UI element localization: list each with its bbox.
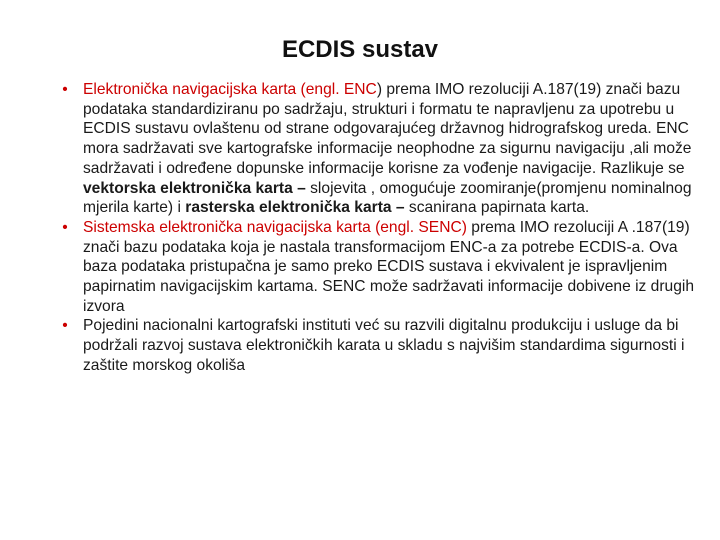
enc-text-b: slojevita , omogućuje zoomiranje(promjenu nominalnog mjerila karte) i (83, 179, 692, 217)
senc-text: prema IMO rezoluciji A .187(19) znači bazu podataka koja je nastala transformacijom ENC-a za potrebe ECDIS-a. Ova baza podataka pristupačna je samo preko ECDIS sustava i ekvivalent je ispravljenim papirnatim navigacijskim kartama. SENC može sadržavati informacije dobivene iz drugih izvora (83, 218, 695, 315)
bullet-icon: • (62, 317, 68, 335)
bullet-list (58, 80, 698, 376)
institutes-text: Pojedini nacionalni kartografski instituti već su razvili digitalnu produkciju i usluge da bi podržali razvoj sustava elektroničkih karata u skladu s najvišim standardima sigurnosti i zaštite morskog okoliša (83, 317, 685, 374)
bullet-icon: • (62, 81, 68, 98)
bullet-item-senc (58, 218, 698, 317)
senc-term: Sistemska elektronička navigacijska karta (engl. SENC) (83, 218, 467, 236)
slide-title: ECDIS sustav (281, 36, 439, 63)
bullet-icon: • (62, 218, 68, 236)
enc-text-a: prema IMO rezoluciji A.187(19) znači bazu podataka standardiziranu po sadržaju, strukturi i formatu te napravljenu za upotrebu u ECDIS sustavu ovlaštenu od strane odgovarajućeg državnog hidrografskog ureda. ENC mora sadržavati sve kartografske informacije neophodne za sigurnu navigaciju ,ali može sadržavati i određene dopunske informacije korisne za vođenje navigacije. Razlikuje se (83, 81, 692, 177)
enc-text-c: scanirana papirnata karta. (404, 199, 590, 217)
bullet-item-enc (58, 80, 698, 218)
enc-term: Elektronička navigacijska karta (engl. ENC (83, 81, 377, 98)
vector-chart-term: vektorska elektronička karta – (83, 179, 306, 197)
raster-chart-term: rasterska elektronička karta – (185, 199, 405, 217)
bullet-item-institutes (58, 316, 698, 375)
enc-paren: ) (376, 81, 383, 98)
